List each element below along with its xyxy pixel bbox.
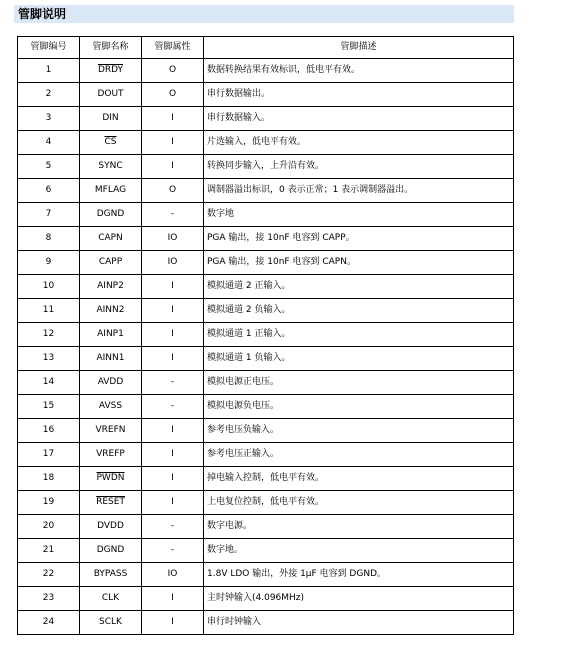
pin-number-cell: 4	[18, 131, 80, 155]
table-row	[18, 467, 514, 491]
pin-attribute-cell: I	[142, 155, 204, 179]
pin-description-cell: 模拟通道 1 正输入。	[204, 323, 514, 347]
table-row	[18, 131, 514, 155]
pin-attribute-cell: I	[142, 275, 204, 299]
table-row	[18, 539, 514, 563]
pin-description-cell: 主时钟输入(4.096MHz)	[204, 587, 514, 611]
pin-number-cell: 16	[18, 419, 80, 443]
table-row	[18, 587, 514, 611]
pin-name-text: AINP1	[97, 329, 124, 339]
pin-name-cell	[80, 515, 142, 539]
table-row	[18, 59, 514, 83]
pin-name-cell	[80, 563, 142, 587]
pin-number-cell: 11	[18, 299, 80, 323]
pin-number-cell: 1	[18, 59, 80, 83]
pin-name-text: DGND	[96, 209, 125, 219]
pin-attribute-cell: I	[142, 299, 204, 323]
table-row	[18, 563, 514, 587]
pin-number-cell: 22	[18, 563, 80, 587]
pin-attribute-cell: IO	[142, 227, 204, 251]
pin-description-cell: 模拟通道 1 负输入。	[204, 347, 514, 371]
pin-attribute-cell: I	[142, 611, 204, 635]
pin-name-cell	[80, 323, 142, 347]
pin-description-cell: 模拟电源负电压。	[204, 395, 514, 419]
table-header-row	[18, 37, 514, 59]
pin-name-cell	[80, 83, 142, 107]
pin-name-cell	[80, 467, 142, 491]
pin-attribute-cell: -	[142, 371, 204, 395]
pin-attribute-cell: -	[142, 539, 204, 563]
pin-number-cell: 20	[18, 515, 80, 539]
pin-name-text: AVSS	[98, 401, 123, 411]
pin-number-cell: 15	[18, 395, 80, 419]
pin-attribute-cell: I	[142, 491, 204, 515]
pin-name-text: DIN	[102, 113, 119, 123]
table-row	[18, 179, 514, 203]
header-pin-number: 管脚编号	[18, 37, 80, 59]
table-row	[18, 299, 514, 323]
table-row	[18, 323, 514, 347]
pin-attribute-cell: I	[142, 107, 204, 131]
pin-attribute-cell: -	[142, 395, 204, 419]
pin-description-table	[17, 36, 514, 635]
pin-attribute-cell: -	[142, 515, 204, 539]
pin-name-text: CAPP	[98, 257, 123, 267]
pin-attribute-cell: IO	[142, 563, 204, 587]
pin-name-text: AINP2	[97, 281, 124, 291]
pin-name-cell	[80, 203, 142, 227]
pin-description-cell: 参考电压负输入。	[204, 419, 514, 443]
table-row	[18, 227, 514, 251]
pin-name-cell	[80, 371, 142, 395]
pin-number-cell: 8	[18, 227, 80, 251]
header-pin-attribute: 管脚属性	[142, 37, 204, 59]
pin-description-cell: 数字地。	[204, 539, 514, 563]
pin-name-cell	[80, 251, 142, 275]
pin-name-cell	[80, 395, 142, 419]
section-title: 管脚说明	[18, 7, 67, 21]
pin-number-cell: 13	[18, 347, 80, 371]
pin-name-text: DOUT	[97, 89, 124, 99]
pin-name-text: VREFP	[96, 449, 125, 459]
pin-description-cell: 1.8V LDO 输出，外接 1μF 电容到 DGND。	[204, 563, 514, 587]
pin-name-cell	[80, 587, 142, 611]
pin-description-cell: 模拟电源正电压。	[204, 371, 514, 395]
pin-name-cell	[80, 179, 142, 203]
pin-attribute-cell: I	[142, 131, 204, 155]
pin-name-cell	[80, 275, 142, 299]
pin-name-text: DVDD	[97, 521, 124, 531]
pin-attribute-cell: I	[142, 587, 204, 611]
pin-number-cell: 18	[18, 467, 80, 491]
table-row	[18, 155, 514, 179]
header-pin-description: 管脚描述	[204, 37, 514, 59]
pin-attribute-cell: -	[142, 203, 204, 227]
pin-description-cell: 数字地	[204, 203, 514, 227]
pin-attribute-cell: I	[142, 323, 204, 347]
table-row	[18, 83, 514, 107]
pin-number-cell: 7	[18, 203, 80, 227]
pin-attribute-cell: O	[142, 83, 204, 107]
pin-rows	[18, 59, 514, 635]
pin-name-cell	[80, 299, 142, 323]
pin-name-cell	[80, 611, 142, 635]
section-header-bar	[14, 5, 514, 23]
pin-name-cell	[80, 491, 142, 515]
pin-number-cell: 2	[18, 83, 80, 107]
pin-name-text: BYPASS	[93, 569, 128, 579]
pin-name-text: VREFN	[95, 425, 126, 435]
pin-name-cell	[80, 443, 142, 467]
pin-description-cell: 上电复位控制，低电平有效。	[204, 491, 514, 515]
table-row	[18, 395, 514, 419]
pin-name-text: AVDD	[97, 377, 124, 387]
pin-name-text: CAPN	[98, 233, 123, 243]
table-row	[18, 371, 514, 395]
table-row	[18, 443, 514, 467]
pin-number-cell: 10	[18, 275, 80, 299]
pin-description-cell: 串行数据输入。	[204, 107, 514, 131]
pin-name-text: SYNC	[98, 161, 123, 171]
pin-description-cell: 数据转换结果有效标识，低电平有效。	[204, 59, 514, 83]
pin-description-cell: 模拟通道 2 负输入。	[204, 299, 514, 323]
pin-description-cell: 调制器溢出标识，0 表示正常；1 表示调制器溢出。	[204, 179, 514, 203]
pin-attribute-cell: I	[142, 419, 204, 443]
pin-attribute-cell: I	[142, 347, 204, 371]
pin-description-cell: PGA 输出，接 10nF 电容到 CAPN。	[204, 251, 514, 275]
pin-number-cell: 24	[18, 611, 80, 635]
table-row	[18, 419, 514, 443]
pin-number-cell: 19	[18, 491, 80, 515]
pin-name-cell	[80, 107, 142, 131]
table-row	[18, 515, 514, 539]
pin-name-text: PWDN	[96, 473, 125, 483]
pin-name-text: DRDY	[97, 65, 124, 75]
pin-name-text: SCLK	[99, 617, 122, 627]
pin-attribute-cell: O	[142, 179, 204, 203]
pin-number-cell: 23	[18, 587, 80, 611]
pin-name-text: MFLAG	[94, 185, 127, 195]
pin-attribute-cell: I	[142, 467, 204, 491]
pin-number-cell: 14	[18, 371, 80, 395]
pin-name-cell	[80, 347, 142, 371]
pin-description-cell: 参考电压正输入。	[204, 443, 514, 467]
pin-number-cell: 6	[18, 179, 80, 203]
pin-number-cell: 21	[18, 539, 80, 563]
pin-name-text: RESET	[96, 497, 125, 507]
pin-number-cell: 3	[18, 107, 80, 131]
pin-number-cell: 12	[18, 323, 80, 347]
pin-description-cell: 串行时钟输入	[204, 611, 514, 635]
pin-name-cell	[80, 419, 142, 443]
pin-description-cell: 串行数据输出。	[204, 83, 514, 107]
pin-description-cell: 掉电输入控制，低电平有效。	[204, 467, 514, 491]
pin-description-cell: 片选输入，低电平有效。	[204, 131, 514, 155]
pin-description-cell: 模拟通道 2 正输入。	[204, 275, 514, 299]
pin-name-text: AINN2	[96, 305, 125, 315]
pin-attribute-cell: IO	[142, 251, 204, 275]
table-row	[18, 251, 514, 275]
pin-name-text: AINN1	[96, 353, 125, 363]
pin-description-cell: 转换同步输入，上升沿有效。	[204, 155, 514, 179]
table-row	[18, 203, 514, 227]
header-pin-name: 管脚名称	[80, 37, 142, 59]
pin-number-cell: 9	[18, 251, 80, 275]
pin-number-cell: 5	[18, 155, 80, 179]
pin-attribute-cell: O	[142, 59, 204, 83]
pin-description-cell: PGA 输出，接 10nF 电容到 CAPP。	[204, 227, 514, 251]
table-row	[18, 107, 514, 131]
pin-description-cell: 数字电源。	[204, 515, 514, 539]
pin-name-cell	[80, 59, 142, 83]
table-row	[18, 347, 514, 371]
pin-name-cell	[80, 227, 142, 251]
pin-name-text: DGND	[96, 545, 125, 555]
table-row	[18, 275, 514, 299]
pin-name-text: $\overline{CS}$	[104, 137, 117, 147]
pin-name-cell	[80, 155, 142, 179]
table-row	[18, 491, 514, 515]
pin-name-cell	[80, 539, 142, 563]
pin-attribute-cell: I	[142, 443, 204, 467]
pin-name-text: CLK	[101, 593, 120, 603]
pin-name-cell	[80, 131, 142, 155]
table-row	[18, 611, 514, 635]
pin-number-cell: 17	[18, 443, 80, 467]
